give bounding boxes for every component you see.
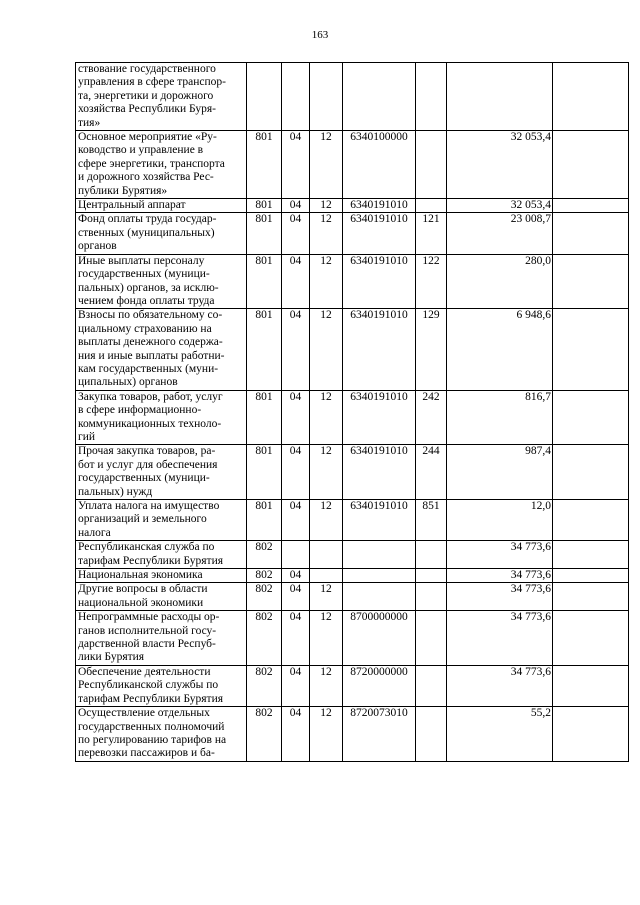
cell-pr: 12	[310, 213, 343, 254]
cell-csr: 6340191010	[343, 500, 416, 541]
cell-amount: 34 773,6	[447, 569, 553, 583]
cell-name-line: дарственной власти Респуб-	[78, 638, 216, 651]
cell-extra	[553, 500, 629, 541]
cell-extra	[553, 569, 629, 583]
cell-name-line: кам государственных (муни-	[78, 362, 219, 375]
cell-csr: 6340191010	[343, 199, 416, 213]
cell-rz: 04	[282, 500, 310, 541]
cell-gr: 801	[247, 309, 282, 390]
cell-name	[76, 213, 247, 254]
cell-name	[76, 541, 247, 569]
cell-name	[76, 131, 247, 199]
cell-extra	[553, 254, 629, 309]
cell-name	[76, 569, 247, 583]
cell-gr: 802	[247, 665, 282, 706]
cell-vr	[416, 131, 447, 199]
cell-amount: 12,0	[447, 500, 553, 541]
cell-name-line: по регулированию тарифов на	[78, 733, 227, 746]
cell-amount: 55,2	[447, 707, 553, 762]
cell-rz: 04	[282, 569, 310, 583]
cell-name-line: Центральный аппарат	[78, 199, 186, 212]
cell-rz: 04	[282, 390, 310, 445]
cell-name	[76, 254, 247, 309]
cell-name-line: Осуществление отдельных	[78, 707, 210, 720]
cell-extra	[553, 707, 629, 762]
cell-gr: 802	[247, 541, 282, 569]
cell-vr: 122	[416, 254, 447, 309]
cell-extra	[553, 199, 629, 213]
cell-name-line: Иные выплаты персоналу	[78, 254, 205, 267]
cell-name-line: национальной экономики	[78, 596, 204, 609]
cell-gr: 801	[247, 445, 282, 500]
table-body	[76, 63, 629, 762]
cell-name-line: сфере энергетики, транспорта	[78, 157, 225, 170]
cell-pr: 12	[310, 390, 343, 445]
cell-gr: 801	[247, 199, 282, 213]
table-row	[76, 665, 629, 706]
cell-name-line: ганов исполнительной госу-	[78, 624, 217, 637]
cell-name-line: перевозки пассажиров и ба-	[78, 747, 215, 760]
cell-gr: 801	[247, 131, 282, 199]
cell-name-line: государственных полномочий	[78, 720, 225, 733]
table-row	[76, 569, 629, 583]
cell-vr: 244	[416, 445, 447, 500]
cell-extra	[553, 309, 629, 390]
cell-name-line: лики Бурятия	[78, 651, 145, 664]
cell-csr	[343, 569, 416, 583]
table-row	[76, 541, 629, 569]
cell-rz: 04	[282, 213, 310, 254]
cell-pr: 12	[310, 500, 343, 541]
cell-vr	[416, 707, 447, 762]
cell-rz: 04	[282, 131, 310, 199]
cell-csr	[343, 541, 416, 569]
cell-name-line: Закупка товаров, работ, услуг	[78, 390, 223, 403]
cell-name-line: налога	[78, 526, 111, 539]
cell-csr: 8720000000	[343, 665, 416, 706]
cell-name-line: ния и иные выплаты работни-	[78, 349, 225, 362]
cell-name-line: пальных) нужд	[78, 485, 153, 498]
cell-csr: 8700000000	[343, 611, 416, 666]
cell-gr: 801	[247, 213, 282, 254]
cell-csr: 6340191010	[343, 213, 416, 254]
page-number: 163	[311, 29, 329, 41]
cell-extra	[553, 611, 629, 666]
cell-name	[76, 707, 247, 762]
cell-csr: 6340191010	[343, 254, 416, 309]
cell-pr: 12	[310, 583, 343, 611]
cell-name-line: тарифам Республики Бурятия	[78, 692, 224, 705]
cell-name-line: коммуникационных техноло-	[78, 417, 222, 430]
cell-pr	[310, 569, 343, 583]
cell-vr: 242	[416, 390, 447, 445]
table-row	[76, 199, 629, 213]
cell-amount: 816,7	[447, 390, 553, 445]
cell-name	[76, 665, 247, 706]
cell-rz: 04	[282, 309, 310, 390]
cell-amount: 280,0	[447, 254, 553, 309]
cell-pr: 12	[310, 131, 343, 199]
cell-csr: 6340191010	[343, 390, 416, 445]
table-row	[76, 611, 629, 666]
cell-name-line: та, энергетики и дорожного	[78, 89, 214, 102]
cell-rz: 04	[282, 611, 310, 666]
cell-amount: 32 053,4	[447, 131, 553, 199]
cell-vr: 851	[416, 500, 447, 541]
cell-amount: 6 948,6	[447, 309, 553, 390]
cell-name-line: и дорожного хозяйства Рес-	[78, 171, 214, 184]
cell-name	[76, 390, 247, 445]
cell-name	[76, 199, 247, 213]
cell-name-line: бот и услуг для обеспечения	[78, 458, 218, 471]
cell-amount: 34 773,6	[447, 611, 553, 666]
cell-pr: 12	[310, 445, 343, 500]
cell-name	[76, 500, 247, 541]
table-row	[76, 445, 629, 500]
table-row	[76, 390, 629, 445]
cell-vr	[416, 541, 447, 569]
cell-pr: 12	[310, 199, 343, 213]
cell-amount: 34 773,6	[447, 583, 553, 611]
cell-name-line: Обеспечение деятельности	[78, 665, 211, 678]
cell-vr	[416, 199, 447, 213]
cell-extra	[553, 665, 629, 706]
table-row	[76, 63, 629, 131]
cell-pr: 12	[310, 309, 343, 390]
cell-name	[76, 309, 247, 390]
cell-vr	[416, 665, 447, 706]
cell-name-line: органов	[78, 240, 117, 253]
table-row	[76, 583, 629, 611]
cell-name-line: чением фонда оплаты труда	[78, 294, 215, 307]
budget-table	[75, 62, 629, 762]
cell-name-line: Фонд оплаты труда государ-	[78, 213, 217, 226]
cell-name-line: ководство и управление в	[78, 144, 204, 157]
cell-csr: 8720073010	[343, 707, 416, 762]
cell-name-line: выплаты денежного содержа-	[78, 336, 223, 349]
table-row	[76, 707, 629, 762]
table-row	[76, 309, 629, 390]
cell-gr: 801	[247, 500, 282, 541]
cell-name-line: государственных (муници-	[78, 268, 210, 281]
cell-csr: 6340191010	[343, 309, 416, 390]
cell-rz: 04	[282, 445, 310, 500]
cell-name	[76, 611, 247, 666]
cell-rz	[282, 63, 310, 131]
cell-extra	[553, 131, 629, 199]
cell-rz: 04	[282, 254, 310, 309]
cell-vr	[416, 583, 447, 611]
cell-extra	[553, 213, 629, 254]
cell-name	[76, 445, 247, 500]
cell-extra	[553, 445, 629, 500]
cell-name-line: тия»	[78, 116, 101, 129]
cell-vr: 121	[416, 213, 447, 254]
cell-rz: 04	[282, 583, 310, 611]
cell-pr: 12	[310, 707, 343, 762]
cell-amount: 23 008,7	[447, 213, 553, 254]
cell-vr: 129	[416, 309, 447, 390]
cell-gr: 801	[247, 254, 282, 309]
cell-gr: 802	[247, 583, 282, 611]
cell-gr: 801	[247, 390, 282, 445]
cell-amount: 987,4	[447, 445, 553, 500]
cell-name-line: ципальных) органов	[78, 376, 178, 389]
cell-pr: 12	[310, 254, 343, 309]
cell-name-line: циальному страхованию на	[78, 322, 212, 335]
cell-name-line: ствование государственного	[78, 63, 216, 75]
cell-name-line: Уплата налога на имущество	[78, 500, 220, 512]
cell-name-line: государственных (муници-	[78, 472, 210, 485]
cell-name-line: управления в сфере транспор-	[78, 76, 226, 89]
cell-vr	[416, 569, 447, 583]
cell-name-line: Другие вопросы в области	[78, 583, 208, 596]
cell-name-line: пальных) органов, за исклю-	[78, 281, 219, 294]
cell-amount: 34 773,6	[447, 665, 553, 706]
table-row	[76, 500, 629, 541]
cell-amount: 34 773,6	[447, 541, 553, 569]
cell-csr	[343, 63, 416, 131]
cell-gr: 802	[247, 611, 282, 666]
cell-name-line: публики Бурятия»	[78, 184, 168, 197]
cell-name-line: хозяйства Республики Буря-	[78, 103, 216, 116]
cell-name-line: Взносы по обязательному со-	[78, 309, 223, 322]
cell-gr: 802	[247, 569, 282, 583]
cell-name-line: ственных (муниципальных)	[78, 226, 215, 239]
cell-csr: 6340100000	[343, 131, 416, 199]
cell-rz: 04	[282, 707, 310, 762]
cell-extra	[553, 541, 629, 569]
cell-name-line: Национальная экономика	[78, 569, 203, 582]
cell-amount	[447, 63, 553, 131]
cell-gr: 802	[247, 707, 282, 762]
cell-rz: 04	[282, 665, 310, 706]
cell-csr: 6340191010	[343, 445, 416, 500]
cell-rz	[282, 541, 310, 569]
table-row	[76, 254, 629, 309]
table-row	[76, 131, 629, 199]
cell-rz: 04	[282, 199, 310, 213]
cell-amount: 32 053,4	[447, 199, 553, 213]
cell-gr	[247, 63, 282, 131]
cell-pr	[310, 63, 343, 131]
cell-pr: 12	[310, 665, 343, 706]
cell-name-line: в сфере информационно-	[78, 404, 202, 417]
cell-name-line: Республиканская служба по	[78, 541, 215, 554]
cell-extra	[553, 63, 629, 131]
cell-name-line: Основное мероприятие «Ру-	[78, 131, 217, 144]
cell-vr	[416, 63, 447, 131]
cell-name-line: Прочая закупка товаров, ра-	[78, 445, 216, 458]
cell-extra	[553, 583, 629, 611]
cell-name-line: Республиканской службы по	[78, 679, 219, 692]
cell-name-line: тарифам Республики Бурятия	[78, 554, 224, 567]
cell-name	[76, 583, 247, 611]
cell-name-line: Непрограммные расходы ор-	[78, 611, 220, 624]
cell-pr: 12	[310, 611, 343, 666]
cell-vr	[416, 611, 447, 666]
cell-name	[76, 63, 247, 131]
cell-extra	[553, 390, 629, 445]
cell-name-line: организаций и земельного	[78, 513, 207, 526]
table-row	[76, 213, 629, 254]
cell-name-line: гий	[78, 430, 96, 443]
cell-pr	[310, 541, 343, 569]
cell-csr	[343, 583, 416, 611]
